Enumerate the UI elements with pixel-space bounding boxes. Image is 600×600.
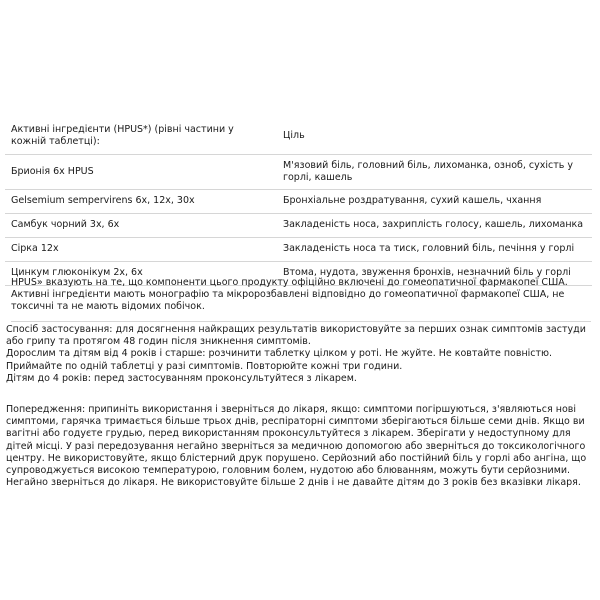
footnote-line: Активні інгредієнти мають монографію та мікророзбавлені відповідно до гомеопатичної фармакопеї США, не токсичні та не мають відомих побічок. — [11, 289, 565, 313]
ingredient-cell: Самбук чорний 3x, 6x — [5, 214, 277, 238]
footnote-line: HPUS» вказують на те, що компоненти цього продукту офіційно включені до гомеопатичної фармакопеї США. — [11, 277, 568, 288]
hpus-footnote — [11, 277, 591, 322]
usage-children: Дітям до 4 років: перед застосуванням проконсультуйтеся з лікарем. — [6, 372, 357, 384]
purpose-cell: М'язовий біль, головний біль, лихоманка, озноб, сухість у горлі, кашель — [277, 155, 592, 190]
purpose-cell: Втома, нудота, звуження бронхів, незначний біль у горлі — [277, 262, 592, 286]
purpose-cell: Закладеність носа та тиск, головний біль, печіння у горлі — [277, 238, 592, 262]
ingredients-table — [5, 118, 592, 286]
table-row — [5, 190, 592, 214]
ingredients-header: Активні інгредієнти (HPUS*) (рівні частини у кожній таблетці): — [5, 118, 277, 155]
table-row — [5, 238, 592, 262]
usage-adults: Дорослим та дітям від 4 років і старше: розчинити таблетку цілком у роті. Не жуйте. Не ковтайте повністю. Приймайте по одній таблетці у разі симптомів. Повторюйте кожні три години. — [6, 348, 553, 372]
warning-text: Попередження: припиніть використання і зверніться до лікаря, якщо: симптоми погіршуються, з'являються нові симптоми, гарячка тримається більше трьох днів, респіраторні симптоми зберігаються більше семи днів. Якщо ви вагітні або годуєте грудью, перед використанням проконсультуйтеся з лікарем. Зберігати у недоступному для дітей місці. У разі передозування негайно зверніться за медичною допомогою або зверніться до токсикологічного центру. Не використовуйте, якщо блістерний друк порушено. Серйозний або постійний біль у горлі або ангіна, що супроводжується високою температурою, головним болем, нудотою або блюванням, можуть бути серйозними. Негайно зверніться до лікаря. Не використовуйте більше 2 днів і не давайте дітям до 3 років без вказівки лікаря. — [6, 404, 587, 489]
table-row — [5, 214, 592, 238]
purpose-cell: Закладеність носа, захриплість голосу, кашель, лихоманка — [277, 214, 592, 238]
usage-intro: Спосіб застосування: для досягнення найкращих результатів використовуйте за перших ознак симптомів застуди або грипу та протягом 48 годин після зникнення симптомів. — [6, 324, 586, 348]
ingredient-cell: Брионія 6х HPUS — [5, 155, 277, 190]
table-header-row — [5, 118, 592, 155]
table-row — [5, 155, 592, 190]
purpose-cell: Бронхіальне роздратування, сухий кашель, чхання — [277, 190, 592, 214]
ingredient-cell: Сірка 12x — [5, 238, 277, 262]
ingredient-cell: Gelsemium sempervirens 6x, 12x, 30x — [5, 190, 277, 214]
warning-section — [6, 404, 594, 489]
ingredient-cell: Цинкум глюконікум 2x, 6x — [5, 262, 277, 286]
usage-section — [6, 324, 594, 385]
purpose-header: Ціль — [277, 118, 592, 155]
